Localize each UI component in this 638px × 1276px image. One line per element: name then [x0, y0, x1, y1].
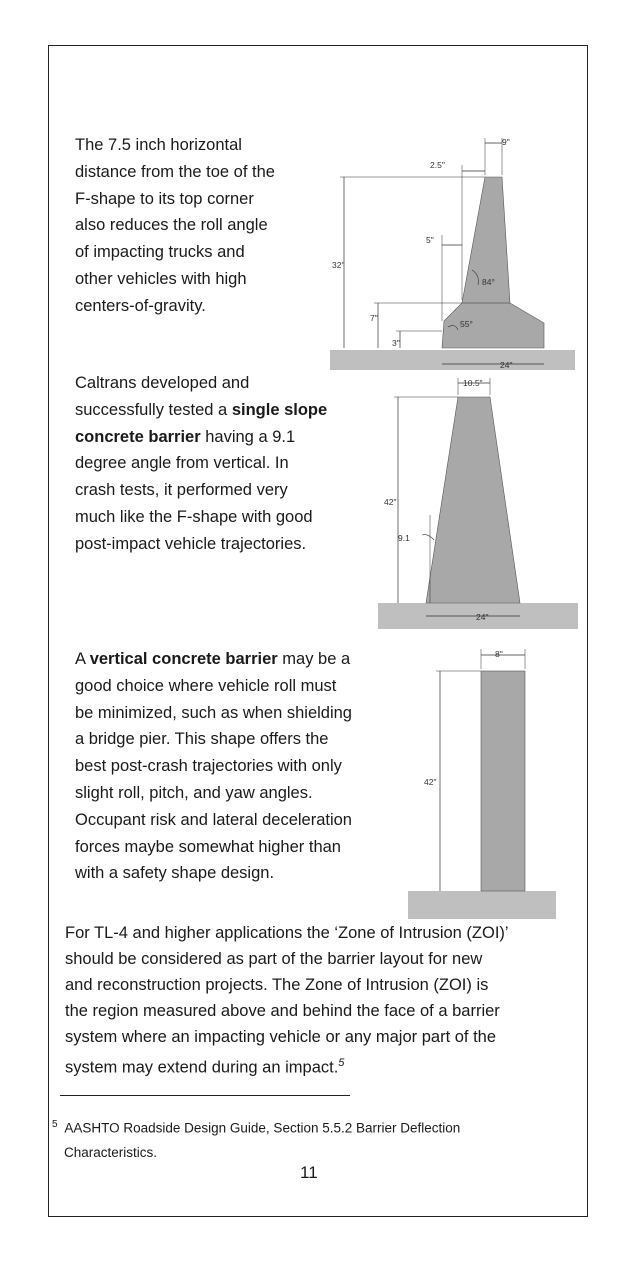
footnote-line [52, 1113, 532, 1141]
text-line: should be considered as part of the barrier layout for new [65, 950, 483, 968]
footnote-line [52, 1141, 532, 1165]
text-line: distance from the toe of the [75, 162, 275, 181]
curb-label: 3" [392, 338, 400, 348]
vertical-paragraph [75, 646, 400, 887]
fshape-profile [442, 177, 544, 348]
page-number: 11 [300, 1163, 318, 1182]
single-slope-barrier-diagram [378, 375, 578, 633]
text-span: A [75, 650, 90, 668]
text-line: degree angle from vertical. In [75, 454, 289, 473]
ground [408, 891, 556, 919]
text-line: Occupant risk and lateral deceleration [75, 810, 352, 829]
bold-term: concrete barrier [75, 427, 201, 446]
lower-angle-label: 55° [460, 319, 473, 329]
text-line: a bridge pier. This shape offers the [75, 730, 329, 749]
text-line [75, 424, 375, 451]
bold-term: single slope [231, 400, 328, 419]
single-slope-paragraph [75, 370, 375, 558]
base-label: 24" [476, 612, 489, 622]
upper-offset-label: 2.5" [430, 160, 445, 170]
top-width-label: 10.5" [463, 378, 483, 388]
text-line: best post-crash trajectories with only [75, 757, 342, 776]
text-line [75, 397, 375, 424]
footnote-ref: 5 [338, 1057, 345, 1069]
zoi-paragraph [65, 920, 585, 1081]
footnote-separator [60, 1095, 350, 1096]
vertical-profile [481, 671, 525, 891]
text-line: F-shape to its top corner [75, 189, 254, 208]
angle-label: 9.1 [398, 533, 410, 543]
text-line: good choice where vehicle roll must [75, 676, 337, 695]
ground [330, 350, 575, 370]
height-label: 32" [332, 260, 345, 270]
vertical-barrier-diagram [408, 645, 556, 923]
text-line: system where an impacting vehicle or any major part of the [65, 1028, 497, 1046]
text-line: of impacting trucks and [75, 243, 245, 262]
text-line: with a safety shape design. [75, 864, 275, 883]
text-line: be minimized, such as when shielding [75, 703, 352, 722]
text-line: and reconstruction projects. The Zone of Intrusion (ZOI) is [65, 976, 489, 994]
text-line: centers-of-gravity. [75, 296, 206, 315]
fshape-paragraph [75, 132, 325, 320]
text-line: The 7.5 inch horizontal [75, 136, 242, 154]
text-line: much like the F-shape with good [75, 507, 313, 526]
fshape-barrier-diagram [330, 135, 575, 375]
text-line: For TL-4 and higher applications the ‘Zone of Intrusion (ZOI)’ [65, 924, 509, 942]
text-line [75, 646, 400, 673]
text-span: may be a [277, 650, 351, 668]
toe-height-label: 7" [370, 313, 378, 323]
height-label: 42" [384, 497, 397, 507]
text-line: other vehicles with high [75, 269, 247, 288]
text-span: having a 9.1 [200, 427, 296, 446]
footnote-text: Characteristics. [64, 1144, 158, 1160]
text-line: forces maybe somewhat higher than [75, 837, 341, 856]
text-line: also reduces the roll angle [75, 216, 268, 235]
footnote-text: AASHTO Roadside Design Guide, Section 5.5.2 Barrier Deflection [64, 1120, 461, 1136]
base-label: 24" [500, 360, 513, 370]
footnote-number: 5 [52, 1119, 58, 1130]
text-line: the region measured above and behind the face of a barrier [65, 1002, 500, 1020]
top-width-label: 8" [495, 649, 503, 659]
text-span: system may extend during an impact. [65, 1058, 339, 1077]
height-label: 42" [424, 777, 437, 787]
upper-angle-label: 84° [482, 277, 495, 287]
top-width-label: 9" [502, 137, 510, 147]
mid-offset-label: 5" [426, 235, 434, 245]
text-line: crash tests, it performed very [75, 481, 288, 500]
text-line: post-impact vehicle trajectories. [75, 534, 307, 553]
single-slope-profile [426, 397, 520, 603]
text-line: Caltrans developed and [75, 374, 250, 392]
text-span: successfully tested a [75, 400, 232, 419]
bold-term: vertical concrete barrier [89, 650, 278, 668]
text-line: slight roll, pitch, and yaw angles. [75, 783, 313, 802]
footnote [52, 1113, 532, 1165]
text-line [65, 1050, 585, 1081]
